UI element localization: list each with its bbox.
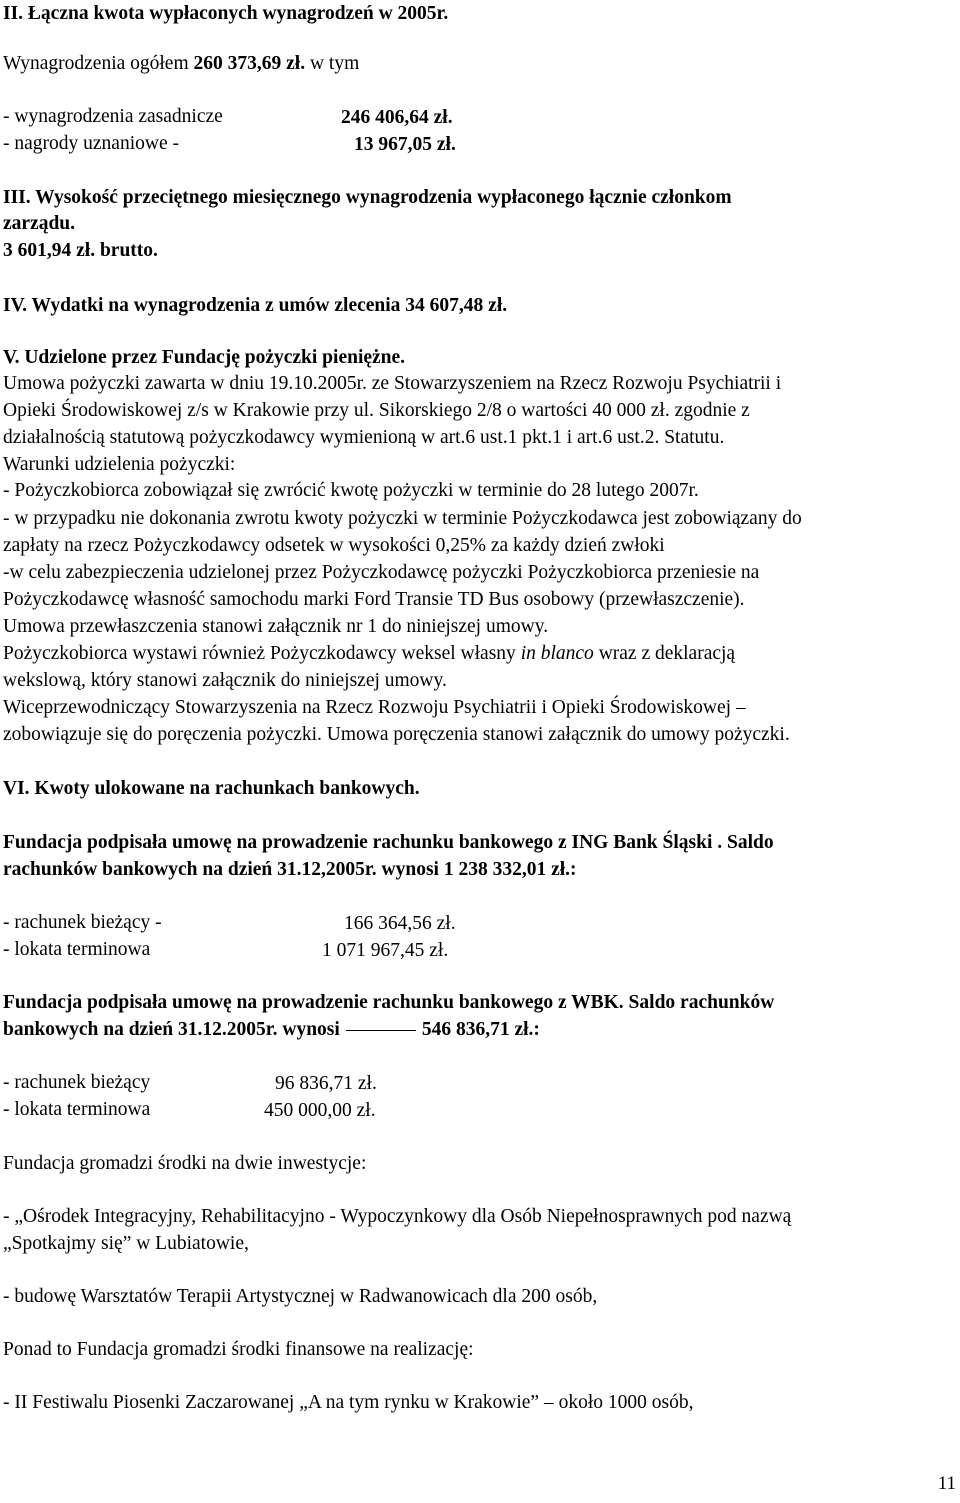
section-6-heading: VI. Kwoty ulokowane na rachunkach bankowych. bbox=[3, 778, 420, 799]
salary-total-line bbox=[3, 54, 359, 74]
bonus-label: - nagrody uznaniowe - bbox=[3, 133, 179, 154]
bonus-value: 13 967,05 zł. bbox=[354, 134, 456, 155]
loan-text-line: wekslową, który stanowi załącznik do niniejszej umowy. bbox=[3, 670, 447, 691]
loan-text-line: Opieki Środowiskowej z/s w Krakowie przy ul. Sikorskiego 2/8 o wartości 40 000 zł. zgodnie z bbox=[3, 400, 750, 421]
loan-text-line: zapłaty na rzecz Pożyczkodawcy odsetek w wysokości 0,25% za każdy dzień zwłoki bbox=[3, 535, 665, 556]
ing-text-line1: Fundacja podpisała umowę na prowadzenie rachunku bankowego z ING Bank Śląski . Saldo bbox=[3, 832, 774, 853]
section-2-heading: II. Łączna kwota wypłaconych wynagrodzeń w 2005r. bbox=[3, 3, 449, 24]
loan-text-line: - Pożyczkobiorca zobowiązał się zwrócić kwotę pożyczki w terminie do 28 lutego 2007r. bbox=[3, 480, 699, 501]
salary-total-suffix: w tym bbox=[305, 53, 360, 74]
wbk-text-line2 bbox=[3, 1020, 540, 1040]
ing-current-account-value: 166 364,56 zł. bbox=[344, 913, 456, 934]
section-4-heading: IV. Wydatki na wynagrodzenia z umów zlecenia 34 607,48 zł. bbox=[3, 295, 508, 316]
investment-item-line2: „Spotkajmy się” w Lubiatowie, bbox=[3, 1233, 249, 1254]
investment-item-line1: - „Ośrodek Integracyjny, Rehabilitacyjno - Wypoczynkowy dla Osób Niepełnosprawnych pod nazwą bbox=[3, 1206, 792, 1227]
ing-deposit-label: - lokata terminowa bbox=[3, 939, 151, 960]
loan-text-line: zobowiązuje się do poręczenia pożyczki. Umowa poręczenia stanowi załącznik do umowy pożyczki. bbox=[3, 724, 790, 745]
loan-text-fragment: Pożyczkobiorca wystawi również Pożyczkodawcy weksel własny bbox=[3, 643, 521, 664]
wbk-current-account-label: - rachunek bieżący bbox=[3, 1072, 151, 1093]
base-salary-label: - wynagrodzenia zasadnicze bbox=[3, 106, 223, 127]
salary-total-value: 260 373,69 zł. bbox=[193, 53, 306, 74]
wbk-text-line1: Fundacja podpisała umowę na prowadzenie rachunku bankowego z WBK. Saldo rachunków bbox=[3, 992, 775, 1013]
loan-text-line: -w celu zabezpieczenia udzielonej przez Pożyczkodawcę pożyczki Pożyczkobiorca przeniesie na bbox=[3, 562, 760, 583]
ing-text-line2: rachunków bankowych na dzień 31.12,2005r. wynosi 1 238 332,01 zł.: bbox=[3, 859, 577, 880]
loan-text-line: Umowa pożyczki zawarta w dniu 19.10.2005r. ze Stowarzyszeniem na Rzecz Rozwoju Psychiatrii i bbox=[3, 373, 782, 394]
wbk-total-value: 546 836,71 zł.: bbox=[421, 1019, 540, 1040]
page-number: 11 bbox=[937, 1473, 956, 1494]
loan-text-fragment: wraz z deklaracją bbox=[593, 643, 736, 664]
ing-deposit-value: 1 071 967,45 zł. bbox=[322, 940, 449, 961]
wbk-deposit-value: 450 000,00 zł. bbox=[264, 1100, 376, 1121]
section-5-heading: V. Udzielone przez Fundację pożyczki pieniężne. bbox=[3, 347, 406, 368]
funding-item: - II Festiwalu Piosenki Zaczarowanej „A na tym rynku w Krakowie” – około 1000 osób, bbox=[3, 1392, 694, 1413]
loan-text-line bbox=[3, 644, 735, 664]
investments-intro: Fundacja gromadzi środki na dwie inwestycje: bbox=[3, 1153, 367, 1174]
loan-text-line: Wiceprzewodniczący Stowarzyszenia na Rzecz Rozwoju Psychiatrii i Opieki Środowiskowej – bbox=[3, 697, 746, 718]
investment-item: - budowę Warsztatów Terapii Artystycznej w Radwanowicach dla 200 osób, bbox=[3, 1286, 598, 1307]
loan-text-line: Pożyczkodawcę własność samochodu marki Ford Transie TD Bus osobowy (przewłaszczenie). bbox=[3, 589, 745, 610]
base-salary-value: 246 406,64 zł. bbox=[341, 107, 453, 128]
wbk-text-prefix: bankowych na dzień 31.12.2005r. wynosi bbox=[3, 1019, 340, 1040]
loan-text-italic: in blanco bbox=[520, 643, 594, 664]
loan-terms-heading: Warunki udzielenia pożyczki: bbox=[3, 454, 236, 475]
board-salary-value: 3 601,94 zł. brutto. bbox=[3, 240, 158, 261]
salary-total-prefix: Wynagrodzenia ogółem bbox=[3, 53, 194, 74]
wbk-deposit-label: - lokata terminowa bbox=[3, 1099, 151, 1120]
ing-current-account-label: - rachunek bieżący - bbox=[3, 912, 162, 933]
funding-intro: Ponad to Fundacja gromadzi środki finansowe na realizację: bbox=[3, 1339, 474, 1360]
loan-text-line: Umowa przewłaszczenia stanowi załącznik nr 1 do niniejszej umowy. bbox=[3, 616, 549, 637]
dash-rule bbox=[346, 1030, 416, 1031]
wbk-current-account-value: 96 836,71 zł. bbox=[275, 1073, 377, 1094]
section-3-heading-line1: III. Wysokość przeciętnego miesięcznego wynagrodzenia wypłaconego łącznie członkom bbox=[3, 187, 732, 208]
loan-text-line: - w przypadku nie dokonania zwrotu kwoty pożyczki w terminie Pożyczkodawca jest zobowiązany do bbox=[3, 508, 802, 529]
section-3-heading-line2: zarządu. bbox=[3, 213, 76, 234]
loan-text-line: działalnością statutową pożyczkodawcy wymienioną w art.6 ust.1 pkt.1 i art.6 ust.2. Statutu. bbox=[3, 427, 725, 448]
